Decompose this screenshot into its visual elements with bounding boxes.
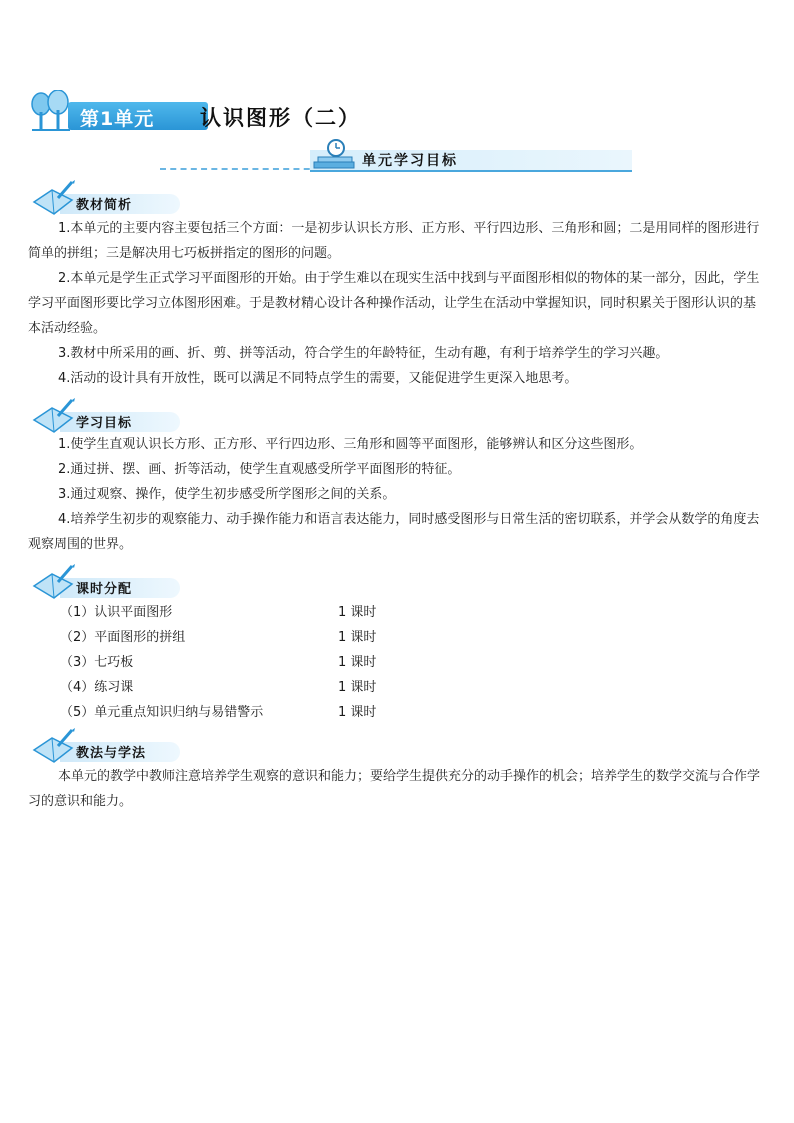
paragraph: 2.通过拼、摆、画、折等活动，使学生直观感受所学平面图形的特征。 <box>58 462 461 477</box>
paragraph: 4.活动的设计具有开放性，既可以满足不同特点学生的需要，又能促进学生更深入地思考。 <box>58 371 578 386</box>
paragraph: 本单元的教学中教师注意培养学生观察的意识和能力；要给学生提供充分的动手操作的机会；培养学生的数学交流与合作学习的意识和能力。 <box>28 769 761 809</box>
book-pen-icon <box>32 728 78 764</box>
book-pen-icon <box>32 180 78 216</box>
section-header-methods <box>32 728 172 762</box>
schedule-item-hours: 1 课时 <box>338 680 377 695</box>
section-header-goals <box>32 398 172 432</box>
section-title: 课时分配 <box>76 582 133 597</box>
schedule-item-hours: 1 课时 <box>338 605 377 620</box>
section-title: 教法与学法 <box>76 746 147 761</box>
paragraph: 3.教材中所采用的画、折、剪、拼等活动，符合学生的年龄特征，生动有趣，有利于培养学生的学习兴趣。 <box>58 346 669 361</box>
unit-goal-banner <box>160 138 636 174</box>
section-header-materials <box>32 180 172 214</box>
banner-divider <box>160 168 320 170</box>
schedule-item-hours: 1 课时 <box>338 705 377 720</box>
book-pen-icon <box>32 564 78 600</box>
unit-title: 认识图形（二） <box>200 106 361 130</box>
schedule-item-name: （2）平面图形的拼组 <box>60 630 186 645</box>
schedule-item-name: （3）七巧板 <box>60 655 134 670</box>
banner-label: 单元学习目标 <box>362 153 458 169</box>
book-pen-icon <box>32 398 78 434</box>
unit-badge <box>68 102 208 130</box>
section-header-schedule <box>32 564 172 598</box>
paragraph: 1.本单元的主要内容主要包括三个方面：一是初步认识长方形、正方形、平行四边形、三角形和圆；二是用同样的图形进行简单的拼组；三是解决用七巧板拼指定的图形的问题。 <box>28 221 760 261</box>
paragraph: 1.使学生直观认识长方形、正方形、平行四边形、三角形和圆等平面图形，能够辨认和区分这些图形。 <box>58 437 643 452</box>
schedule-item-hours: 1 课时 <box>338 655 377 670</box>
section-title: 学习目标 <box>76 416 133 431</box>
schedule-row <box>60 623 460 648</box>
schedule-item-hours: 1 课时 <box>338 630 377 645</box>
schedule-row <box>60 648 460 673</box>
schedule-row <box>60 673 460 698</box>
schedule-row <box>60 698 460 723</box>
unit-header <box>30 90 630 134</box>
paragraph: 2.本单元是学生正式学习平面图形的开始。由于学生难以在现实生活中找到与平面图形相似的物体的某一部分，因此，学生学习平面图形要比学习立体图形困难。于是教材精心设计各种操作活动，让学生在活动中掌握知识，同时积累关于图形认识的基本活动经验。 <box>28 271 760 336</box>
schedule-item-name: （5）单元重点知识归纳与易错警示 <box>60 705 264 720</box>
paragraph: 3.通过观察、操作，使学生初步感受所学图形之间的关系。 <box>58 487 396 502</box>
paragraph: 4.培养学生初步的观察能力、动手操作能力和语言表达能力，同时感受图形与日常生活的密切联系，并学会从数学的角度去观察周围的世界。 <box>28 512 760 552</box>
trees-icon <box>30 90 72 134</box>
section-title: 教材简析 <box>76 198 133 213</box>
schedule-item-name: （1）认识平面图形 <box>60 605 173 620</box>
schedule-row <box>60 598 460 623</box>
unit-badge-label: 第1单元 <box>80 108 155 130</box>
schedule-item-name: （4）练习课 <box>60 680 134 695</box>
books-clock-icon <box>310 138 360 172</box>
